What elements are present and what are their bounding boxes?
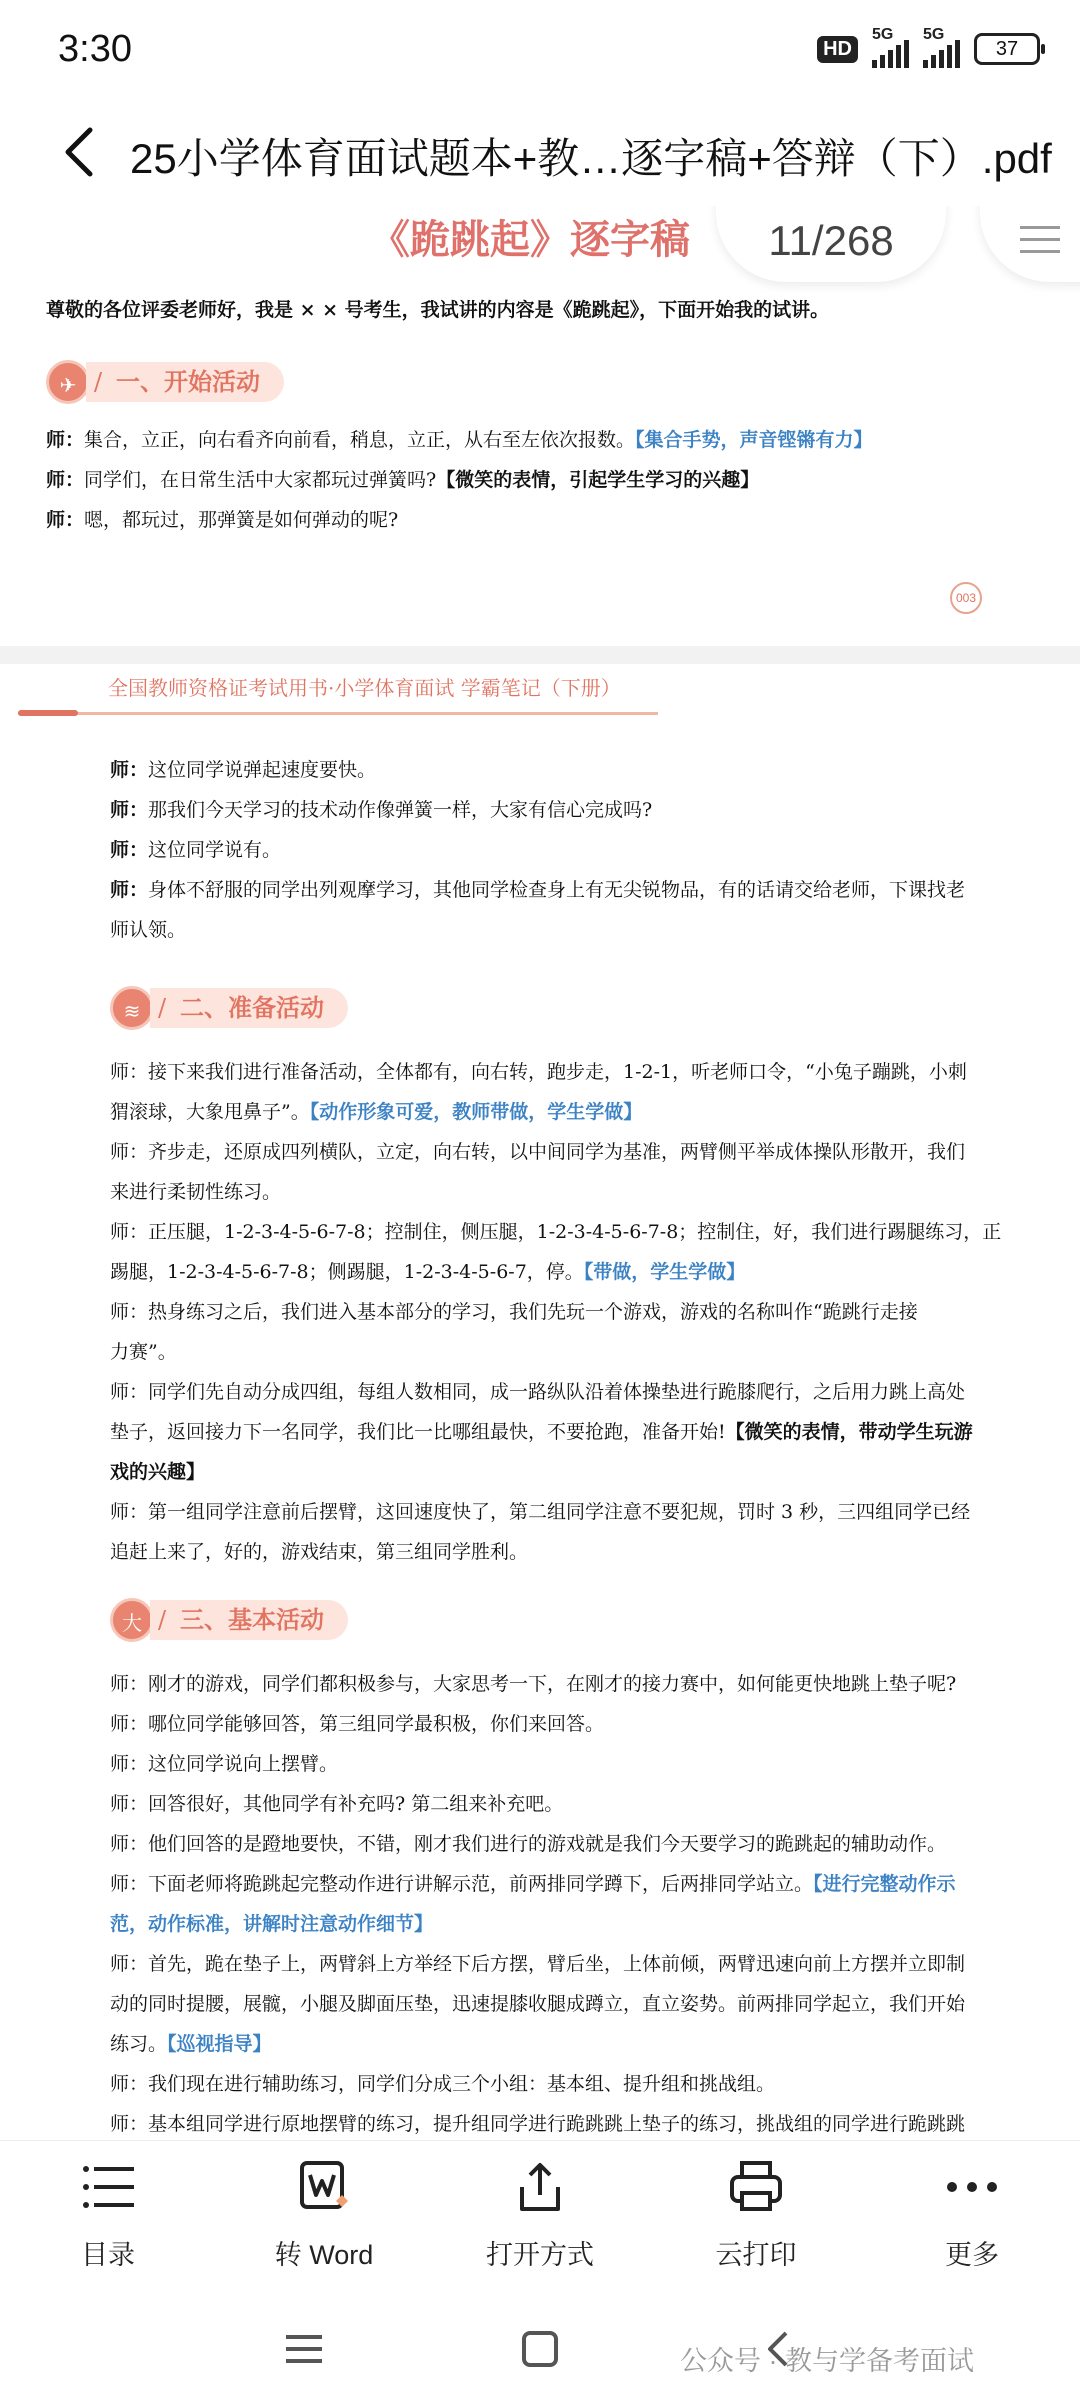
divider-accent — [18, 710, 78, 716]
signal-icon: 5G — [872, 30, 909, 68]
menu-lines-icon — [284, 2329, 324, 2369]
text-line: 练习。【巡视指导】 — [110, 2033, 272, 2055]
pdf-page-1 — [0, 206, 1080, 646]
whistle-icon: ✈ — [46, 360, 90, 404]
section-start — [46, 360, 284, 404]
more-button[interactable]: 更多 — [882, 2157, 1062, 2272]
section-basic — [110, 1598, 348, 1642]
bottom-toolbar — [0, 2140, 1080, 2305]
convert-word-button[interactable]: 转 Word — [234, 2157, 414, 2272]
text-line: 垫子，返回接力下一名同学，我们比一比哪组最快，不要抢跑，准备开始!【微笑的表情，带动学生玩游 — [110, 1421, 973, 1443]
chevron-left-icon — [52, 122, 112, 182]
text-line: 师：同学们先自动分成四组，每组人数相同，成一路纵队沿着体操垫进行跪膝爬行，之后用力跳上高处 — [110, 1381, 966, 1403]
text-line: 师：齐步走，还原成四列横队，立定，向右转，以中间同学为基准，两臂侧平举成体操队形散开，我们 — [110, 1141, 966, 1163]
text-line: 师：刚才的游戏，同学们都积极参与，大家思考一下，在刚才的接力赛中，如何能更快地跳上垫子呢? — [110, 1673, 957, 1695]
battery-icon: 37 — [974, 33, 1040, 65]
home-button[interactable] — [520, 2329, 560, 2374]
text-line: 力赛”。 — [110, 1341, 177, 1363]
page-indicator[interactable]: 11/268 — [716, 206, 946, 282]
text-line: 师：回答很好，其他同学有补充吗? 第二组来补充吧。 — [110, 1793, 564, 1815]
runner-icon: 大 — [110, 1598, 154, 1642]
intro-text: 尊敬的各位评委老师好，我是 × × 号考生，我试讲的内容是《跪跳起》，下面开始我的试讲。 — [46, 299, 830, 321]
section-title: / 一、开始活动 — [86, 362, 284, 402]
text-line: 师：基本组同学进行原地摆臂的练习，提升组同学进行跪跳跳上垫子的练习，挑战组的同学进行跪跳跳 — [110, 2113, 966, 2135]
text-line: 师：接下来我们进行准备活动，全体都有，向右转，跑步走，1-2-1，听老师口令，“小兔子蹦跳，小刺 — [110, 1061, 967, 1083]
more-icon — [942, 2157, 1002, 2217]
text-line: 师：哪位同学能够回答，第三组同学最积极，你们来回答。 — [110, 1713, 605, 1735]
text-line: 师：下面老师将跪跳起完整动作进行讲解示范，前两排同学蹲下，后两排同学站立。【进行完整动作示 — [110, 1873, 956, 1895]
signal-icon-2: 5G — [923, 30, 960, 68]
text-line: 戏的兴趣】 — [110, 1461, 206, 1483]
text-line: 师：这位同学说有。 — [110, 839, 282, 861]
text-line: 师：同学们，在日常生活中大家都玩过弹簧吗?【微笑的表情，引起学生学习的兴趣】 — [46, 469, 760, 491]
toc-button[interactable]: 目录 — [18, 2157, 198, 2272]
page-number-mark: 003 — [950, 582, 982, 614]
text-line: 师：首先，跪在垫子上，两臂斜上方举经下后方摆，臂后坐，上体前倾，两臂迅速向前上方摆并立即制 — [110, 1953, 966, 1975]
section-title: / 三、基本活动 — [150, 1600, 348, 1640]
page-heading: 《跪跳起》逐字稿 — [370, 216, 690, 263]
text-line: 师：那我们今天学习的技术动作像弹簧一样，大家有信心完成吗? — [110, 799, 653, 821]
text-line: 动的同时提腰，展髋，小腿及脚面压垫，迅速提膝收腿成蹲立，直立姿势。前两排同学起立，我们开始 — [110, 1993, 966, 2015]
section-warmup — [110, 986, 348, 1030]
title-bar — [0, 100, 1080, 206]
text-line: 师认领。 — [110, 919, 187, 941]
text-line: 师：正压腿，1-2-3-4-5-6-7-8；控制住，侧压腿，1-2-3-4-5-6-7-8；控制住，好，我们进行踢腿练习，正 — [110, 1221, 1002, 1243]
divider — [18, 712, 658, 715]
printer-icon — [726, 2157, 786, 2217]
watermark: 公众号 · 教与学备考面试 — [680, 2346, 974, 2376]
text-line: 师：热身练习之后，我们进入基本部分的学习，我们先玩一个游戏，游戏的名称叫作“跪跳行走接 — [110, 1301, 918, 1323]
text-line: 追赶上来了，好的，游戏结束，第三组同学胜利。 — [110, 1541, 529, 1563]
status-bar — [0, 0, 1080, 100]
page-divider — [0, 646, 1080, 664]
text-line: 范，动作标准，讲解时注意动作细节】 — [110, 1913, 434, 1935]
text-line: 师：这位同学说弹起速度要快。 — [110, 759, 377, 781]
pdf-viewer[interactable] — [0, 206, 1080, 2140]
status-time: 3:30 — [58, 28, 132, 70]
running-head: 全国教师资格证考试用书·小学体育面试 学霸笔记（下册） — [108, 676, 621, 700]
layers-icon: ≋ — [110, 986, 154, 1030]
square-icon — [520, 2329, 560, 2369]
document-title: 25小学体育面试题本+教…逐字稿+答辩（下）.pdf — [130, 135, 1052, 182]
open-with-button[interactable]: 打开方式 — [450, 2157, 630, 2272]
hd-badge: HD — [817, 36, 858, 63]
status-icons — [817, 26, 1040, 68]
text-line: 来进行柔韧性练习。 — [110, 1181, 282, 1203]
section-title: / 二、准备活动 — [150, 988, 348, 1028]
pdf-page-2 — [0, 664, 1080, 2140]
cloud-print-button[interactable]: 云打印 — [666, 2157, 846, 2272]
text-line: 师：嗯，都玩过，那弹簧是如何弹动的呢? — [46, 509, 399, 531]
back-button[interactable] — [52, 122, 112, 182]
list-icon — [78, 2157, 138, 2217]
recents-button[interactable] — [284, 2329, 324, 2374]
text-line: 师：身体不舒服的同学出列观摩学习，其他同学检查身上有无尖锐物品，有的话请交给老师，下课找老 — [110, 879, 966, 901]
word-convert-icon — [294, 2157, 354, 2217]
text-line: 踢腿，1-2-3-4-5-6-7-8；侧踢腿，1-2-3-4-5-6-7，停。【带做，学生学做】 — [110, 1261, 746, 1283]
text-line: 师：集合，立正，向右看齐向前看，稍息，立正，从右至左依次报数。【集合手势，声音铿锵有力】 — [46, 429, 873, 451]
share-icon — [510, 2157, 570, 2217]
text-line: 师：第一组同学注意前后摆臂，这回速度快了，第二组同学注意不要犯规，罚时 3 秒，三四组同学已经 — [110, 1501, 971, 1523]
text-line: 师：这位同学说向上摆臂。 — [110, 1753, 339, 1775]
text-line: 师：我们现在进行辅助练习，同学们分成三个小组：基本组、提升组和挑战组。 — [110, 2073, 776, 2095]
text-line: 师：他们回答的是蹬地要快，不错，刚才我们进行的游戏就是我们今天要学习的跪跳起的辅助动作。 — [110, 1833, 947, 1855]
system-nav-bar — [0, 2305, 1080, 2401]
text-line: 猬滚球，大象甩鼻子”。【动作形象可爱，教师带做，学生学做】 — [110, 1101, 643, 1123]
